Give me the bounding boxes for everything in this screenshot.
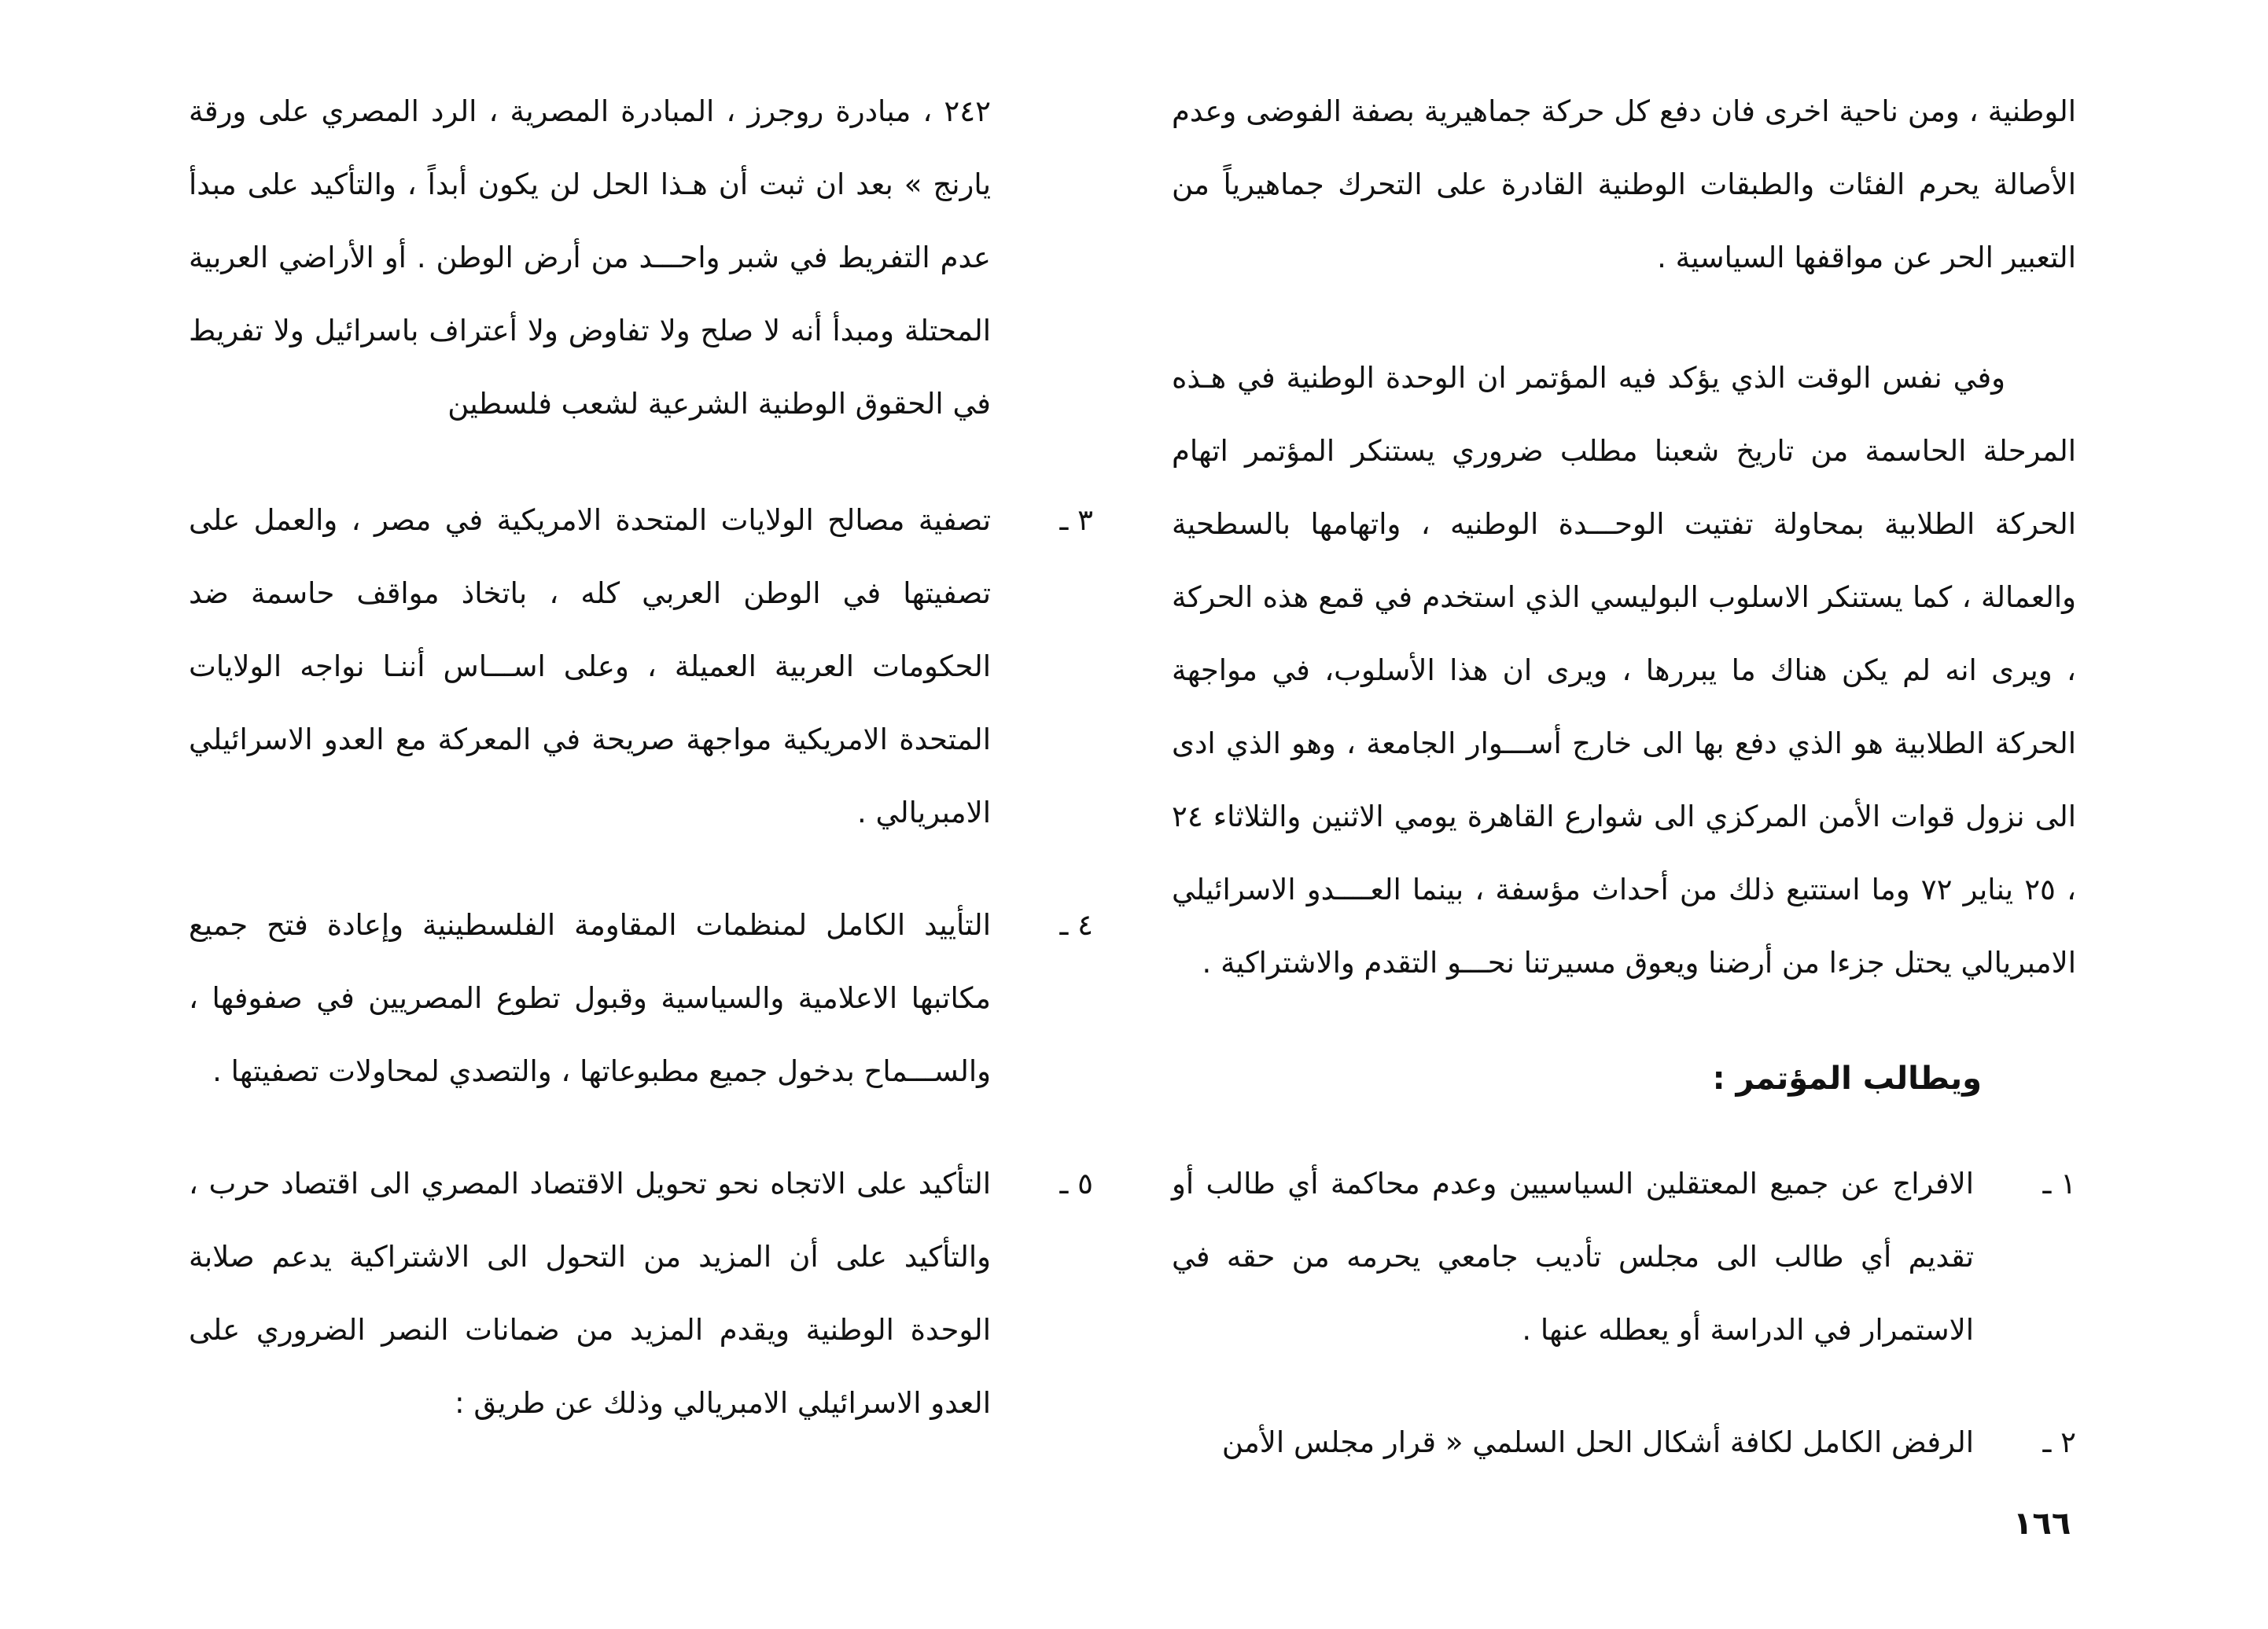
list-item-text: الافراج عن جميع المعتقلين السياسيين وعدم محاكمة أي طالب أو تقديم أي طالب الى مجلس تأديب جامعي يحرمه من حقه في الاستمرار في الدراسة أو يعطله عنها . xyxy=(1172,1167,1974,1347)
right-column xyxy=(1172,75,2076,1479)
list-item-number: ٣ ـ xyxy=(1059,503,1093,537)
list-item-number: ٤ ـ xyxy=(1059,908,1093,942)
list-item-text: تصفية مصالح الولايات المتحدة الامريكية في مصر ، والعمل على تصفيتها في الوطن العربي كله ، باتخاذ مواقف حاسمة ضد الحكومات العربية العميلة ، وعلى اســـاس أننـا نواجه الولايات المتحدة الامريكية مواجهة صريحة في المعركة مع العدو الاسرائيلي الامبريالي . xyxy=(189,503,991,829)
list-item xyxy=(189,1147,1093,1440)
section-heading-demands: ويطالب المؤتمر : xyxy=(1712,1061,1982,1097)
paragraph-student-movement: وفي نفس الوقت الذي يؤكد فيه المؤتمر ان الوحدة الوطنية في هـذه المرحلة الحاسمة من تاريخ شعبنا مطلب ضروري يستنكر المؤتمر اتهام الحركة الطلابية بمحاولة تفتيت الوحـــدة الوطنيه ، واتهامها بالسطحية والعمالة ، كما يستنكر الاسلوب البوليسي الذي استخدم في قمع هذه الحركة ، ويرى انه لم يكن هناك ما يبررها ، ويرى ان هذا الأسلوب، في مواجهة الحركة الطلابية هو الذي دفع بها الى خارج أســـوار الجامعة ، وهو الذي ادى الى نزول قوات الأمن المركزي الى شوارع القاهرة يومي الاثنين والثلاثاء ٢٤ ، ٢٥ يناير ٧٢ وما استتبع ذلك من أحداث مؤسفة ، بينما العــــدو الاسرائيلي الامبريالي يحتل جزءا من أرضنا ويعوق مسيرتنا نحـــو التقدم والاشتراكية . xyxy=(1172,361,2077,980)
list-item xyxy=(189,888,1093,1108)
list-item xyxy=(189,484,1093,849)
list-item-text: التأييد الكامل لمنظمات المقاومة الفلسطينية وإعادة فتح جميع مكاتبها الاعلامية والسياسية وقبول تطوع المصريين في صفوفها ، والســـماح بدخول جميع مطبوعاتها ، والتصدي لمحاولات تصفيتها . xyxy=(189,908,991,1088)
page-number: ١٦٦ xyxy=(2013,1506,2071,1542)
list-item-text: الرفض الكامل لكافة أشكال الحل السلمي « قرار مجلس الأمن xyxy=(1221,1425,1974,1459)
list-item xyxy=(1172,1147,2076,1366)
left-column xyxy=(189,75,1093,1440)
paragraph-national-movement: الوطنية ، ومن ناحية اخرى فان دفع كل حركة جماهيرية بصفة الفوضى وعدم الأصالة يحرم الفئات والطبقات الوطنية القادرة على التحرك جماهيرياً من التعبير الحر عن مواقفها السياسية . xyxy=(1172,94,2076,274)
item-2-continuation: ٢٤٢ ، مبادرة روجرز ، المبادرة المصرية ، الرد المصري على ورقة يارنج » بعد ان ثبت أن هـذا الحل لن يكون أبداً ، والتأكيد على مبدأ عدم التفريط في شبر واحـــد من أرض الوطن . أو الأراضي العربية المحتلة ومبدأ أنه لا صلح ولا تفاوض ولا أعتراف باسرائيل ولا تفريط في الحقوق الوطنية الشرعية لشعب فلسطين xyxy=(189,94,991,421)
list-item-number: ٢ ـ xyxy=(2042,1425,2076,1459)
list-item-text: التأكيد على الاتجاه نحو تحويل الاقتصاد المصري الى اقتصاد حرب ، والتأكيد على أن المزيد من التحول الى الاشتراكية يدعم صلابة الوحدة الوطنية ويقدم المزيد من ضمانات النصر الضروري على العدو الاسرائيلي الامبريالي وذلك عن طريق : xyxy=(189,1167,991,1420)
list-item-number: ١ ـ xyxy=(2042,1167,2076,1201)
list-item-number: ٥ ـ xyxy=(1059,1167,1093,1201)
list-item xyxy=(1172,1406,2076,1479)
